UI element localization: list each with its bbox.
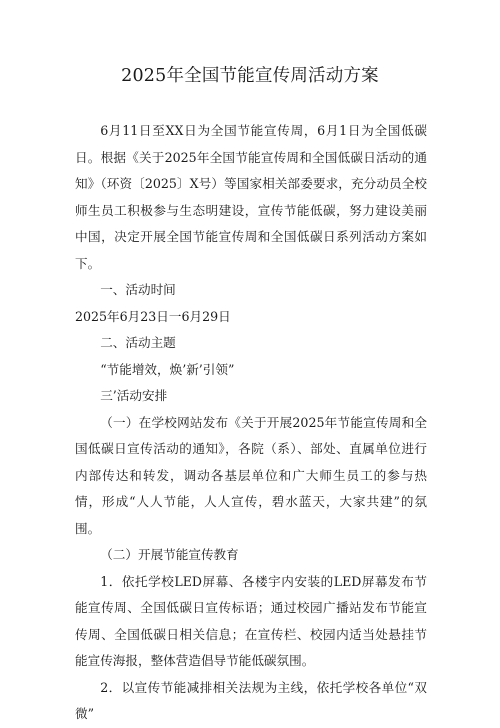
section-heading-arrangement: 三’活动安排 [100,388,168,403]
activity-dates: 2025年6月23日一6月29日 [75,308,231,324]
document-body [75,118,427,728]
activity-theme: “节能增效，焕’新’引领” [100,361,235,377]
arrangement-item-1: （一）在学校网站发布《关于开展2025年节能宣传周和全国低碳日宣传活动的通知》，各院（系）、部处、直属单位进行内部传达和转发，调动各基层单位和广大师生员工的参与热情，形成“人人节能，人人宣传，碧水蓝天，大家共建”的氛围。 [75,414,427,536]
education-item-1: 1．依托学校LED屏幕、各楼宇内安装的LED屏幕发布节能宣传周、全国低碳日宣传标语；通过校园广播站发布节能宣传周、全国低碳日相关信息；在宣传栏、校园内适当处悬挂节能宣传海报，整体营造倡导节能低碳氛围。 [75,573,427,668]
arrangement-item-2-heading: （二）开展节能宣传教育 [100,547,239,562]
section-heading-theme: 二、活动主题 [100,335,176,350]
document-title: 2025年全国节能宣传周活动方案 [121,66,379,86]
education-item-2: 2．以宣传节能减排相关法规为主线，依托学校各单位“双微” [75,679,427,721]
section-heading-time: 一、活动时间 [100,282,176,297]
intro-paragraph: 6月11日至XX日为全国节能宣传周，6月1日为全国低碳日。根据《关于2025年全国节能宣传周和全国低碳日活动的通知》（环资〔2025〕X号）等国家相关部委要求，充分动员全校师生员工积极参与生态明建设，宣传节能低碳，努力建设美丽中国，决定开展全国节能宣传周和全国低碳日系列活动方案如下。 [75,123,427,271]
